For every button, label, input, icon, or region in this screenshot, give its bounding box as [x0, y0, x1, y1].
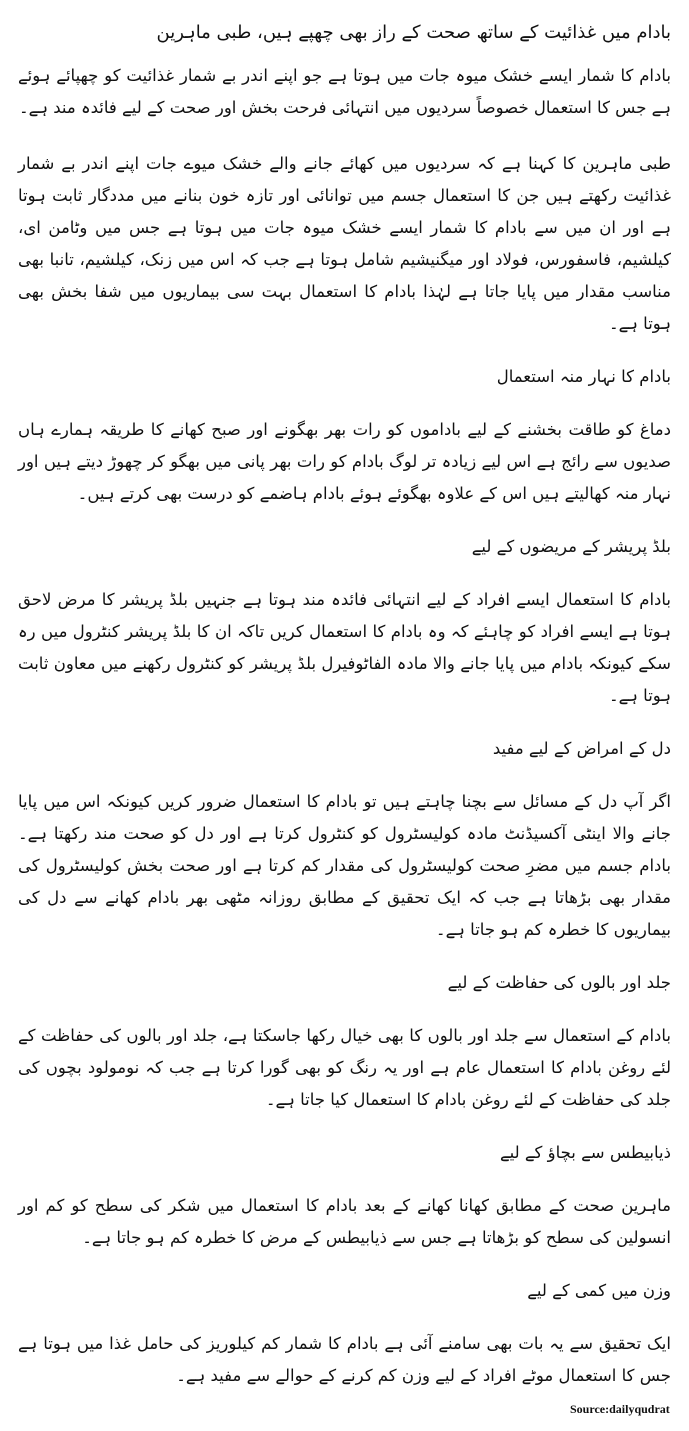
section-heading-skin-hair: جلد اور بالوں کی حفاظت کے لیے: [447, 973, 671, 992]
section-text-skin-hair: بادام کے استعمال سے جلد اور بالوں کا بھی خیال رکھا جاسکتا ہے، جلد اور بالوں کی حفاظت کے لئے روغن بادام کا استعمال عام ہے اور یہ رنگ کو بھی گورا کرتا ہے جب کہ نومولود بچوں کی جلد کی حفاظت کے لئے روغن بادام کا استعمال کیا جاتا ہے۔: [18, 1026, 671, 1109]
article: [18, 20, 671, 1416]
section-heading-blood-pressure: بلڈ پریشر کے مریضوں کے لیے: [471, 537, 671, 556]
section-heading-empty-stomach: بادام کا نہار منہ استعمال: [496, 367, 671, 386]
section-text-weight-loss: ایک تحقیق سے یہ بات بھی سامنے آئی ہے بادام کا شمار کم کیلوریز کی حامل غذا میں ہوتا ہے جس کا استعمال موٹے افراد کے لیے وزن کم کرنے کے حوالے سے مفید ہے۔: [18, 1334, 671, 1385]
section-text-empty-stomach: دماغ کو طاقت بخشنے کے لیے باداموں کو رات بھر بھگونے اور صبح کھانے کا طریقہ ہمارے ہاں صدیوں سے رائج ہے اس لیے زیادہ تر لوگ بادام کو رات بھر پانی میں بھگو کر چھوڑ دیتے ہیں اور نہار منہ کھالیتے ہیں اس کے علاوہ بھگوئے ہوئے بادام ہاضمے کو درست بھی کرتے ہیں۔: [18, 420, 671, 503]
section-text-heart: اگر آپ دل کے مسائل سے بچنا چاہتے ہیں تو بادام کا استعمال ضرور کریں کیونکہ اس میں پایا جانے والا اینٹی آکسیڈنٹ مادہ کولیسٹرول کو کنٹرول کرتا ہے اور دل کو صحت مند رکھتا ہے۔ بادام جسم میں مضرِ صحت کولیسٹرول کی مقدار کم کرتا ہے اور صحت بخش کولیسٹرول کی مقدار بھی بڑھاتا ہے جب کہ ایک تحقیق کے مطابق روزانہ مٹھی بھر بادام کھانے سے دل کی بیماریوں کا خطرہ کم ہو جاتا ہے۔: [18, 792, 671, 939]
intro-paragraph: بادام کا شمار ایسے خشک میوہ جات میں ہوتا ہے جو اپنے اندر بے شمار غذائیت کو چھپائے ہوئے ہے جس کا استعمال خصوصاً سردیوں میں انتہائی فرحت بخش اور صحت کے لیے فائدہ مند ہے۔: [18, 66, 671, 117]
nutrition-paragraph: طبی ماہرین کا کہنا ہے کہ سردیوں میں کھائے جانے والے خشک میوے جات اپنے اندر بے شمار غذائیت رکھتے ہیں جن کا استعمال جسم میں توانائی اور تازہ خون بنانے میں مددگار ثابت ہوتا ہے اور ان میں سے بادام کا شمار ایسے خشک میوہ جات میں ہوتا ہے جس میں وٹامن ای، کیلشیم، فاسفورس، فولاد اور میگنیشیم شامل ہوتا ہے جب کہ اس میں زنک، کیلشیم، تانبا بھی مناسب مقدار میں پایا جاتا ہے لہٰذا بادام کا استعمال بہت سی بیماریوں میں شفا بخش بھی ہوتا ہے۔: [18, 154, 671, 333]
source-credit: Source:dailyqudrat: [570, 1402, 670, 1416]
section-heading-heart: دل کے امراض کے لیے مفید: [492, 739, 671, 758]
article-title: بادام میں غذائیت کے ساتھ صحت کے راز بھی چھپے ہیں، طبی ماہرین: [156, 22, 671, 43]
section-text-diabetes: ماہرین صحت کے مطابق کھانا کھانے کے بعد بادام کا استعمال میں شکر کی سطح کو کم اور انسولین کی سطح کو بڑھاتا ہے جس سے ذیابیطس کے مرض کا خطرہ کم ہو جاتا ہے۔: [18, 1196, 671, 1247]
section-text-blood-pressure: بادام کا استعمال ایسے افراد کے لیے انتہائی فائدہ مند ہوتا ہے جنہیں بلڈ پریشر کا مرض لاحق ہوتا ہے ایسے افراد کو چاہئے کہ وہ بادام کا استعمال کریں تاکہ ان کا بلڈ پریشر کنٹرول میں رہ سکے کیونکہ بادام میں پایا جانے والا مادہ الفاٹوفیرل بلڈ پریشر کو کنٹرول رکھنے میں معاون ثابت ہوتا ہے۔: [18, 590, 671, 705]
section-heading-diabetes: ذیابیطس سے بچاؤ کے لیے: [499, 1143, 671, 1162]
section-heading-weight-loss: وزن میں کمی کے لیے: [527, 1281, 671, 1300]
